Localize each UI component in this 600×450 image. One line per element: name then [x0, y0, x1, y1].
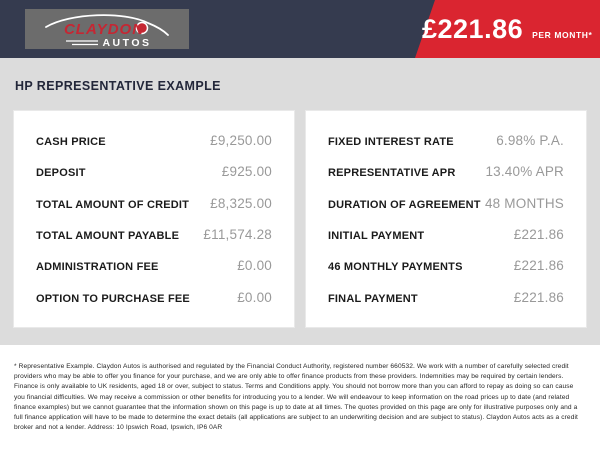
finance-example-section [0, 58, 600, 345]
finance-row-label: INITIAL PAYMENT [328, 230, 425, 243]
finance-row-value: £221.86 [513, 289, 564, 305]
finance-row-label: FIXED INTEREST RATE [328, 136, 454, 149]
finance-row [36, 227, 272, 242]
finance-row-label: CASH PRICE [36, 136, 106, 149]
finance-row-label: DEPOSIT [36, 167, 86, 180]
finance-row [328, 258, 564, 273]
dealer-logo [25, 9, 189, 49]
finance-row [328, 227, 564, 242]
finance-row-value: 13.40% APR [485, 164, 564, 180]
finance-row [328, 196, 564, 211]
finance-row-value: £925.00 [221, 164, 272, 180]
logo-name-text: CLAYDON [63, 21, 145, 38]
title-band [0, 58, 600, 110]
finance-row-value: £0.00 [237, 289, 272, 305]
finance-row-value: £221.86 [513, 227, 564, 243]
finance-row-label: FINAL PAYMENT [328, 292, 418, 305]
finance-row [36, 258, 272, 273]
monthly-price-amount: £221.86 [422, 14, 524, 44]
finance-row-label: DURATION OF AGREEMENT [328, 198, 481, 211]
finance-row-value: £8,325.00 [210, 195, 272, 211]
finance-row [328, 133, 564, 148]
finance-row-value: £11,574.28 [203, 227, 272, 243]
monthly-price-suffix: PER MONTH* [532, 30, 593, 40]
finance-row-label: 46 MONTHLY PAYMENTS [328, 261, 463, 274]
finance-cards [0, 110, 600, 328]
legal-disclaimer-text: * Representative Example. Claydon Autos is authorised and regulated by the Financial Conduct Authority, registered number 660532. We work with a number of carefully selected credit providers who may be able to offer you finance for your purchase, and we are only able to offer finance products from these providers. Indemnities may be required by certain lenders. Finance is only available to UK residents, aged 18 or over, subject to status. Terms and Conditions apply. You should not borrow more than you can afford to repay as doing so can cause you financial difficulties. We may receive a commission or other benefits for introducing you to a lender. We will endeavour to keep information on the road prices up to date (and related finance examples) but we cannot guarantee that the information shown on this page is up to date at all times. The quotes provided on this page are only for illustrative purposes only and a full finance application will have to be made to determine the exact details (all applications are subject to an underwriting decision and are subject to status). Claydon Autos acts as a credit broker and not a lender. Address: 10 Ipswich Road, Ipswich, IP6 0AR [14, 363, 578, 432]
finance-row-value: 48 MONTHS [484, 195, 564, 211]
finance-row [36, 133, 272, 148]
finance-row-value: £221.86 [513, 258, 564, 274]
page-title: HP REPRESENTATIVE EXAMPLE [15, 79, 221, 93]
finance-row-value: 6.98% P.A. [496, 133, 564, 149]
header-bar [0, 0, 600, 58]
finance-row-label: TOTAL AMOUNT OF CREDIT [36, 198, 190, 211]
claydon-autos-logo-graphic [32, 10, 182, 48]
finance-row-value: £0.00 [237, 258, 272, 274]
finance-row [328, 164, 564, 179]
footer [0, 345, 600, 434]
finance-row [36, 196, 272, 211]
cost-breakdown-card [13, 110, 295, 328]
monthly-price [422, 0, 600, 58]
payment-terms-card [305, 110, 587, 328]
finance-row-label: OPTION TO PURCHASE FEE [36, 292, 190, 305]
finance-row [36, 290, 272, 305]
finance-row-label: TOTAL AMOUNT PAYABLE [36, 230, 180, 243]
finance-row [36, 164, 272, 179]
finance-row-label: REPRESENTATIVE APR [328, 167, 456, 180]
finance-row-label: ADMINISTRATION FEE [36, 261, 159, 274]
finance-row-value: £9,250.00 [210, 133, 272, 149]
finance-row [328, 290, 564, 305]
logo-sub-text: AUTOS [102, 37, 152, 48]
